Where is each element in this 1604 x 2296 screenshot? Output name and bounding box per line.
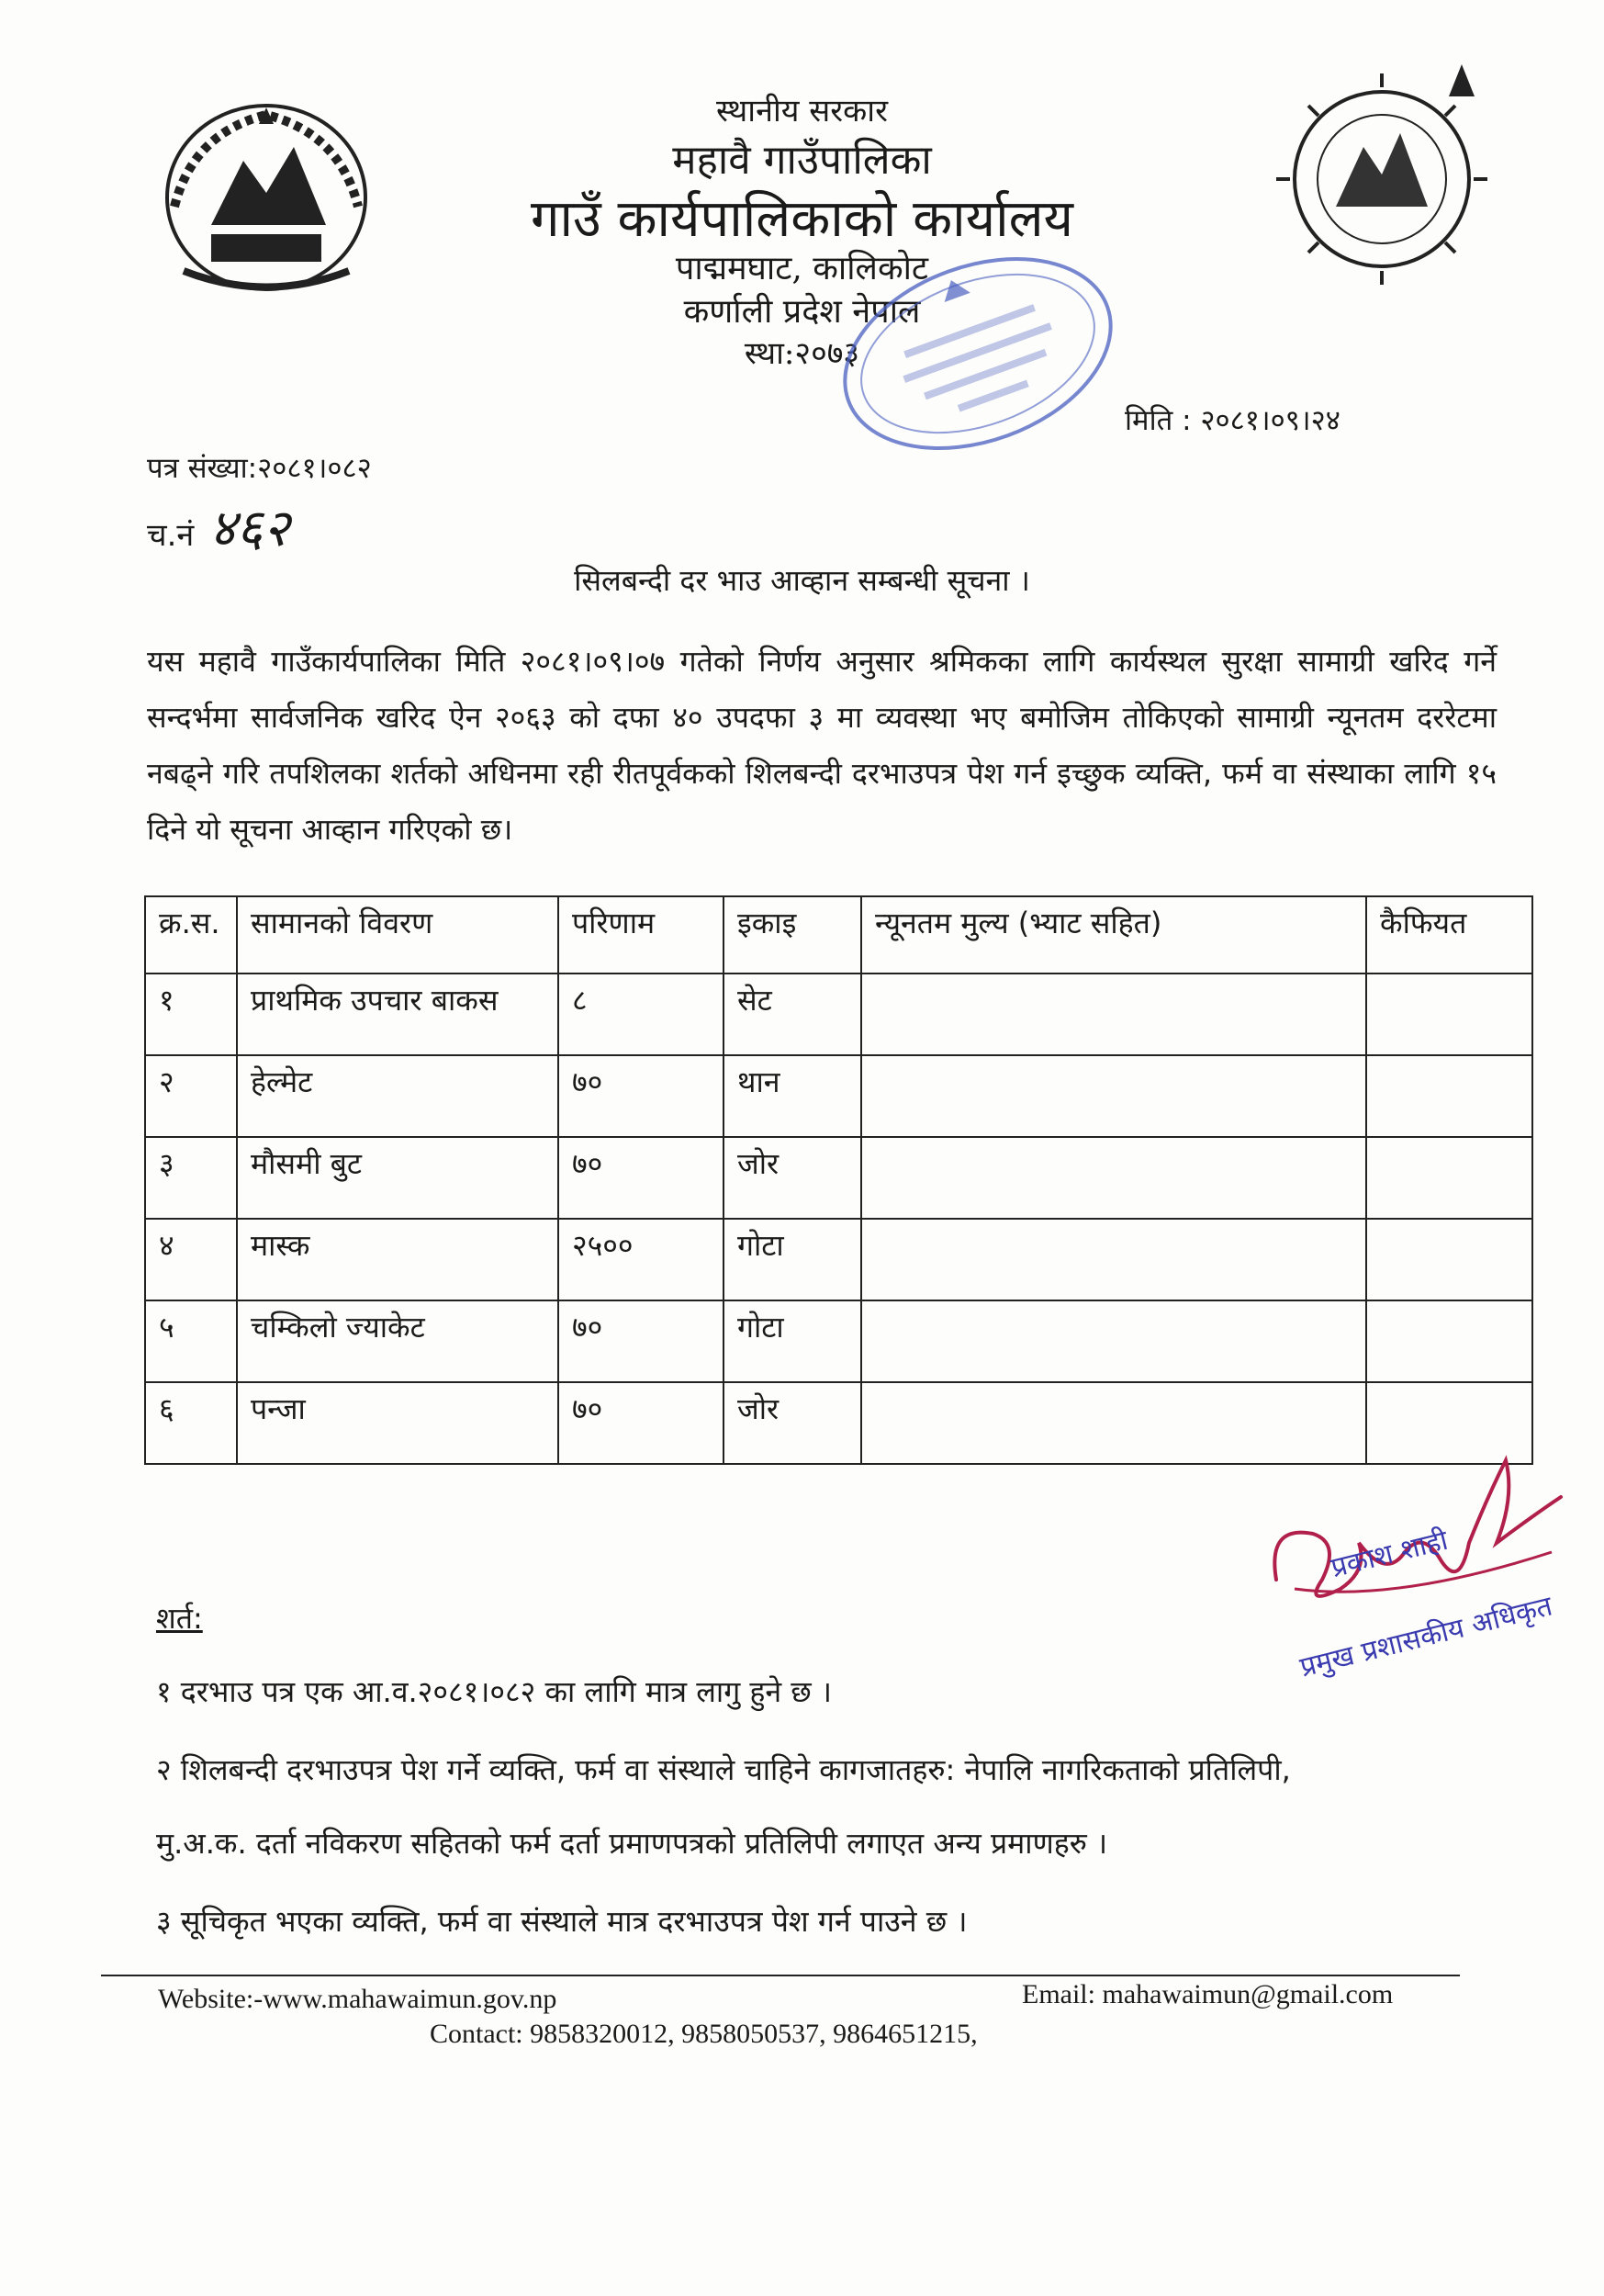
term-2-continued: मु.अ.क. दर्ता नविकरण सहितको फर्म दर्ता प्रमाणपत्रको प्रतिलिपी लगाएत अन्य प्रमाणहरु ।: [156, 1826, 1108, 1861]
cell-serial: २: [145, 1055, 237, 1137]
table-row: [145, 1137, 1532, 1219]
cell-serial: ५: [145, 1300, 237, 1382]
header-municipality-name: महावै गाउँपालिका: [672, 137, 932, 184]
cell-min-price: [861, 974, 1366, 1055]
header-address: पाद्ममघाट, कालिकोट: [675, 250, 929, 287]
cell-description: मास्क: [237, 1219, 558, 1300]
term-3: ३ सूचिकृत भएका व्यक्ति, फर्म वा संस्थाले मात्र दरभाउपत्र पेश गर्न पाउने छ ।: [156, 1904, 968, 1939]
table-row: [145, 1055, 1532, 1137]
cell-quantity: ७०: [558, 1300, 723, 1382]
cell-unit: सेट: [723, 974, 861, 1055]
footer-divider: [101, 1975, 1460, 1976]
cell-description: चम्किलो ज्याकेट: [237, 1300, 558, 1382]
cell-description: प्राथमिक उपचार बाकस: [237, 974, 558, 1055]
cell-unit: थान: [723, 1055, 861, 1137]
cell-quantity: ७०: [558, 1382, 723, 1464]
cell-description: पन्जा: [237, 1382, 558, 1464]
header-province: कर्णाली प्रदेश नेपाल: [683, 293, 921, 331]
dispatch-number-value: ४६२: [209, 499, 290, 558]
col-unit: इकाइ: [723, 896, 861, 974]
cell-min-price: [861, 1055, 1366, 1137]
dispatch-number: [147, 491, 289, 561]
header-local-government: स्थानीय सरकार: [716, 93, 888, 129]
header-office-name: गाउँ कार्यपालिकाको कार्यालय: [530, 189, 1074, 249]
col-description: सामानको विवरण: [237, 896, 558, 974]
footer-contact: Contact: 9858320012, 9858050537, 9864651215,: [430, 2019, 978, 2049]
cell-remarks: [1366, 974, 1532, 1055]
cell-unit: जोर: [723, 1382, 861, 1464]
cell-remarks: [1366, 1219, 1532, 1300]
terms-heading: शर्त:: [156, 1601, 203, 1636]
cell-serial: ६: [145, 1382, 237, 1464]
header-established: स्था:२०७३: [744, 335, 860, 372]
footer-website: Website:-www.mahawaimun.gov.np: [158, 1984, 557, 2014]
cell-quantity: ७०: [558, 1137, 723, 1219]
term-1: १ दरभाउ पत्र एक आ.व.२०८१।०८२ का लागि मात्र लागु हुने छ ।: [156, 1674, 833, 1709]
cell-unit: गोटा: [723, 1219, 861, 1300]
cell-min-price: [861, 1219, 1366, 1300]
cell-quantity: २५००: [558, 1219, 723, 1300]
cell-quantity: ७०: [558, 1055, 723, 1137]
notice-subject: सिलबन्दी दर भाउ आव्हान सम्बन्धी सूचना ।: [574, 563, 1030, 598]
cell-min-price: [861, 1300, 1366, 1382]
table-header-row: [145, 896, 1532, 974]
col-quantity: परिणाम: [558, 896, 723, 974]
cell-description: हेल्मेट: [237, 1055, 558, 1137]
term-2: २ शिलबन्दी दरभाउपत्र पेश गर्ने व्यक्ति, फर्म वा संस्थाले चाहिने कागजातहरु: नेपालि नागरिकताको प्रतिलिपी,: [156, 1752, 1291, 1787]
cell-min-price: [861, 1137, 1366, 1219]
footer-email: Email: mahawaimun@gmail.com: [1022, 1979, 1394, 2009]
col-min-price: न्यूनतम मुल्य (भ्याट सहित): [861, 896, 1366, 974]
cell-serial: १: [145, 974, 237, 1055]
table-row: [145, 1219, 1532, 1300]
cell-unit: जोर: [723, 1137, 861, 1219]
cell-serial: ४: [145, 1219, 237, 1300]
cell-unit: गोटा: [723, 1300, 861, 1382]
cell-remarks: [1366, 1300, 1532, 1382]
cell-description: मौसमी बुट: [237, 1137, 558, 1219]
col-serial: क्र.स.: [145, 896, 237, 974]
table-row: [145, 1300, 1532, 1382]
cell-remarks: [1366, 1055, 1532, 1137]
table-row: [145, 974, 1532, 1055]
signatory-title: प्रमुख प्रशासकीय अधिकृत: [1296, 1590, 1556, 1684]
notice-body: यस महावै गाउँकार्यपालिका मिति २०८१।०९।०७ गतेको निर्णय अनुसार श्रमिकका लागि कार्यस्थल सुरक्षा सामाग्री खरिद गर्ने सन्दर्भमा सार्वजनिक खरिद ऐन २०६३ को दफा ४० उपदफा ३ मा व्यवस्था भए बमोजिम तोकिएको सामाग्री न्यूनतम दररेटमा नबढ्ने गरि तपशिलका शर्तको अधिनमा रही रीतपूर्वकको शिलबन्दी दरभाउपत्र पेश गर्न इच्छुक व्यक्ति, फर्म वा संस्थाका लागि १५ दिने यो सूचना आव्हान गरिएको छ।: [147, 644, 1497, 847]
cell-quantity: ८: [558, 974, 723, 1055]
notice-date: मिति : २०८१।०९।२४: [1125, 404, 1340, 437]
dispatch-number-label: च.नं: [147, 517, 195, 554]
cell-serial: ३: [145, 1137, 237, 1219]
cell-remarks: [1366, 1137, 1532, 1219]
office-stamp: [826, 239, 1129, 468]
signatory-name: प्रकाश शाही: [1328, 1524, 1452, 1585]
items-table: [144, 895, 1533, 1465]
letter-number: पत्र संख्या:२०८१।०८२: [147, 452, 372, 485]
col-remarks: कैफियत: [1366, 896, 1532, 974]
